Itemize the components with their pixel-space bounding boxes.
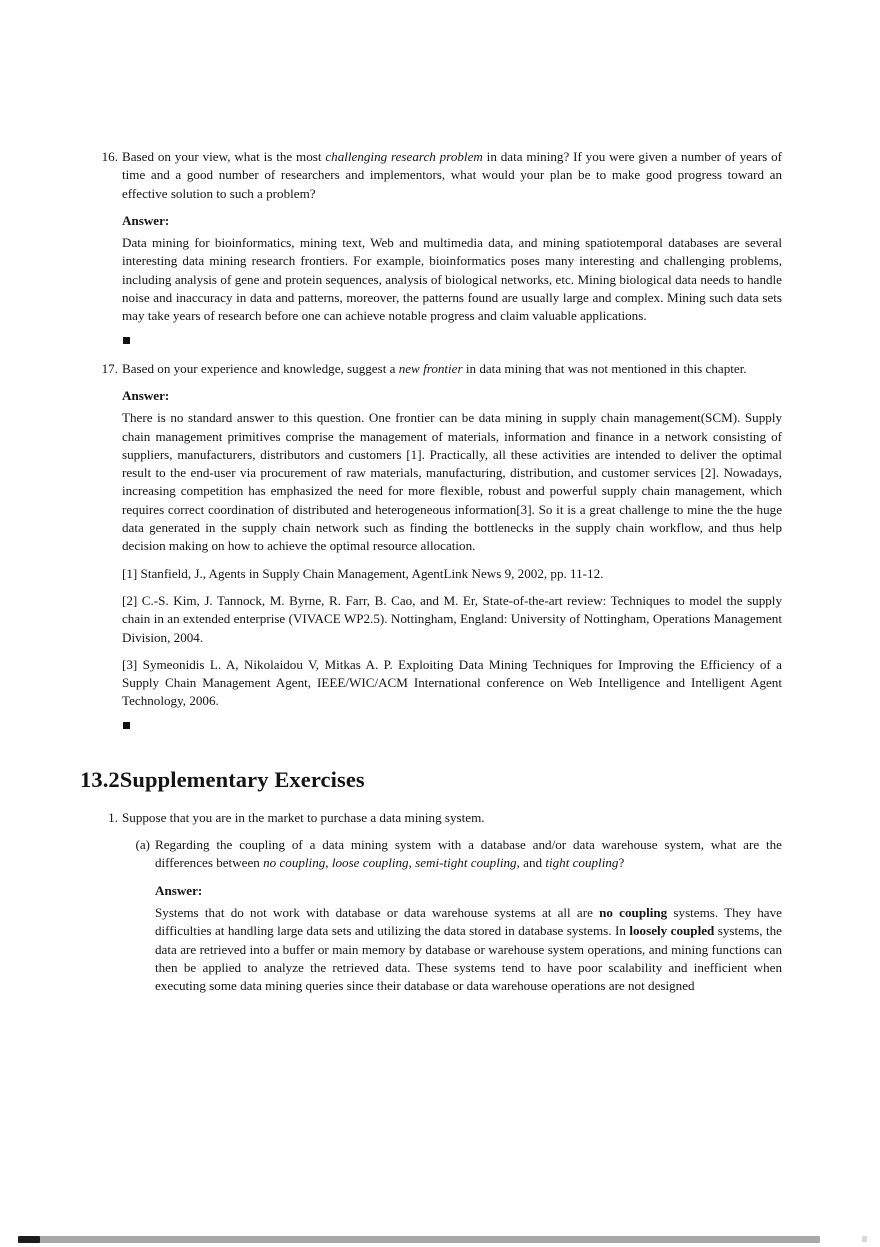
- question-text-part1: Based on your view, what is the most: [122, 149, 326, 164]
- scrollbar-end-cap: [862, 1236, 867, 1242]
- end-of-answer-marker-17: [122, 711, 880, 731]
- reference-entry: [2] C.-S. Kim, J. Tannock, M. Byrne, R. Farr, B. Cao, and M. Er, State-of-the-art review: Techniques to model the supply chain in an extended enterprise (VIVACE WP2.5). Nottingham, England: University of Nottingham, Operations Management Division, 2004.: [122, 592, 782, 645]
- item-marker: 1.: [108, 809, 118, 825]
- coupling-term-semi-tight-coupling: semi-tight coupling: [415, 855, 517, 871]
- question-text-part2: in data mining that was not mentioned in this chapter.: [462, 360, 747, 376]
- answer-segment-2: systems. They have difficulties at handling large data sets and utilizing the data stored in database systems. In: [155, 904, 782, 939]
- end-of-answer-marker-16: [122, 326, 880, 346]
- coupling-term-tight-coupling: tight coupling: [545, 855, 619, 871]
- spacer: [122, 556, 782, 565]
- supplementary-subitem-a: [135, 836, 782, 995]
- reference-entry: [1] Stanfield, J., Agents in Supply Chain Management, AgentLink News 9, 2002, pp. 11-12.: [122, 565, 604, 581]
- question-text-part1: Based on your experience and knowledge, suggest a: [122, 360, 399, 376]
- question-text-part2: in data mining? If you were given a number of years of time and a good number of researchers and implementors, what would your plan be to make good progress toward an effective solution to such a problem?: [122, 149, 782, 201]
- subitem-question-part1: Regarding the coupling of a data mining system with a database and/or data warehouse system, what are the differences between: [155, 837, 782, 871]
- subitem-marker: (a): [135, 837, 150, 853]
- horizontal-scrollbar[interactable]: [18, 1236, 820, 1243]
- subitem-question: [155, 836, 782, 873]
- answer-segment-1: Systems that do not work with database or data warehouse systems at all are: [155, 904, 600, 920]
- scrollbar-thumb[interactable]: [18, 1236, 40, 1243]
- supplementary-item-1: [108, 809, 782, 996]
- qed-square-icon: [123, 337, 130, 344]
- subitem-question-part2: ?: [618, 855, 625, 871]
- section-title: Supplementary Exercises: [119, 766, 365, 792]
- answer-segment-3: systems, the data are retrieved into a buffer or main memory by database or warehouse system operations, and mining functions can then be applied to analyze the retrieved data. These systems tend to have poor scalability and inefficient when executing some data mining queries since their database or data warehouse operations are not designed: [155, 923, 782, 994]
- qed-square-icon: [123, 722, 130, 729]
- coupling-term-no-coupling: no coupling: [263, 855, 326, 871]
- item-marker: 16.: [101, 149, 118, 164]
- separator: , and: [516, 855, 546, 871]
- spacer: [0, 346, 880, 360]
- separator: ,: [408, 855, 416, 871]
- answer-label: Answer:: [155, 882, 203, 898]
- question-emphasis: challenging research problem: [325, 149, 483, 164]
- spacer: [122, 827, 782, 836]
- supplementary-stem: Suppose that you are in the market to purchase a data mining system.: [122, 809, 485, 825]
- section-number: 13.2: [80, 766, 120, 792]
- section-heading: [80, 767, 880, 793]
- answer-label: Answer:: [122, 212, 170, 228]
- answer-text: There is no standard answer to this question. One frontier can be data mining in supply chain management(SCM). Supply chain management primitives comprise the management of materials, information and finance in a network consisting of suppliers, manufacturers, distributors and customers [1]. Practically, all these activities are intended to deliver the optimal result to the end-user via procurement of raw materials, manufacturing, distribution, and customer services [2]. Nowadays, increasing competition has emphasized the need for more flexible, robust and powerful supply chain management, which requires correct coordination of distributed and heterogeneous information[3]. So it is a great challenge to mine the the huge data generated in the supply chain network such as finding the bottlenecks in the supply chain workflow, and thus help decision making on how to achieve the optimal resource allocation.: [122, 410, 782, 554]
- exercise-item-16: [101, 148, 782, 326]
- bold-term-loosely-coupled: loosely coupled: [629, 923, 715, 939]
- separator: ,: [325, 855, 332, 871]
- question-text: [122, 148, 782, 203]
- answer-text: Data mining for bioinformatics, mining text, Web and multimedia data, and mining spatiotemporal databases are several interesting data mining research frontiers. For example, bioinformatics poses many interesting and challenging problems, including analysis of gene and protein sequences, analysis of biological networks, etc. Mining biological data needs to handle noise and inaccuracy in data and patterns, moreover, the patterns found are usually large and complex. Mining such data sets may take years of research before one can achieve notable progress and claim valuable applications.: [122, 235, 782, 324]
- exercise-item-17: [101, 360, 782, 711]
- question-text: [122, 360, 782, 378]
- subitem-answer: [155, 904, 782, 995]
- answer-label: Answer:: [122, 387, 170, 403]
- coupling-term-loose-coupling: loose coupling: [331, 855, 409, 871]
- bold-term-no-coupling: no coupling: [599, 904, 668, 920]
- document-content: [0, 148, 880, 995]
- question-emphasis: new frontier: [398, 360, 463, 376]
- item-marker: 17.: [101, 360, 118, 376]
- reference-entry: [3] Symeonidis L. A, Nikolaidou V, Mitkas A. P. Exploiting Data Mining Techniques for Improving the Efficiency of a Supply Chain Management Agent, IEEE/WIC/ACM International conference on Web Intelligence and Intelligent Agent Technology, 2006.: [122, 656, 782, 709]
